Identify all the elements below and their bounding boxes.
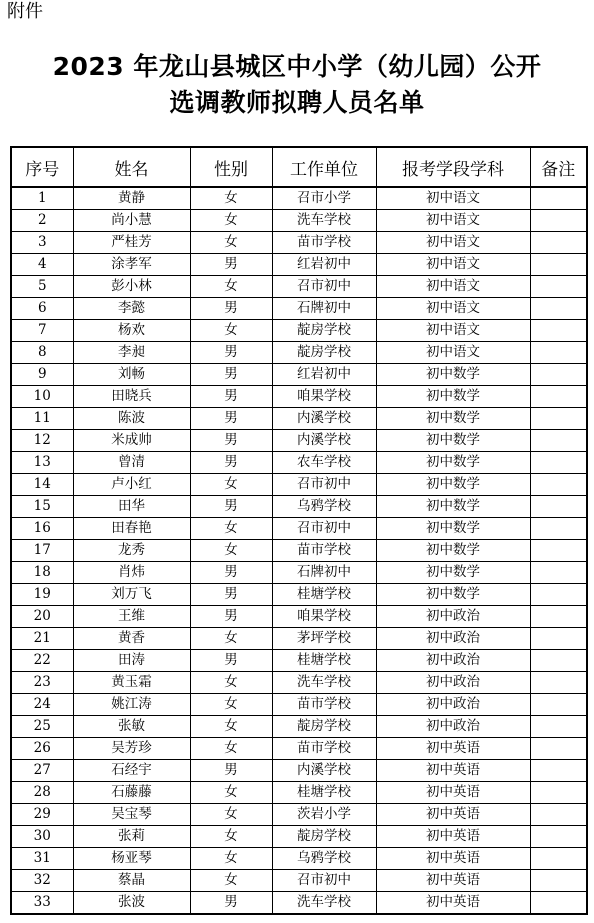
cell-serial: 24 <box>11 694 73 716</box>
table-row <box>11 496 587 518</box>
header-name: 姓名 <box>73 147 190 187</box>
cell-serial: 20 <box>11 606 73 628</box>
cell-work-unit: 乌鸦学校 <box>272 496 376 518</box>
cell-name: 杨亚琴 <box>73 848 190 870</box>
cell-name: 尚小慧 <box>73 210 190 232</box>
cell-gender: 女 <box>190 804 272 826</box>
cell-work-unit: 召市初中 <box>272 518 376 540</box>
cell-subject: 初中语文 <box>376 254 530 276</box>
table-row <box>11 276 587 298</box>
cell-work-unit: 桂塘学校 <box>272 584 376 606</box>
cell-work-unit: 桂塘学校 <box>272 782 376 804</box>
cell-remarks <box>530 298 587 320</box>
cell-work-unit: 乌鸦学校 <box>272 848 376 870</box>
cell-name: 曾清 <box>73 452 190 474</box>
cell-gender: 男 <box>190 892 272 915</box>
cell-serial: 23 <box>11 672 73 694</box>
cell-subject: 初中语文 <box>376 276 530 298</box>
cell-serial: 29 <box>11 804 73 826</box>
cell-serial: 2 <box>11 210 73 232</box>
cell-gender: 男 <box>190 342 272 364</box>
cell-remarks <box>530 364 587 386</box>
cell-remarks <box>530 892 587 915</box>
cell-work-unit: 苗市学校 <box>272 738 376 760</box>
cell-gender: 女 <box>190 826 272 848</box>
document-title-line-1: 2023 年龙山县城区中小学（幼儿园）公开 <box>52 52 542 81</box>
cell-subject: 初中数学 <box>376 364 530 386</box>
cell-serial: 8 <box>11 342 73 364</box>
header-subject: 报考学段学科 <box>376 147 530 187</box>
header-serial: 序号 <box>11 147 73 187</box>
cell-name: 卢小红 <box>73 474 190 496</box>
header-remarks: 备注 <box>530 147 587 187</box>
cell-subject: 初中英语 <box>376 760 530 782</box>
cell-work-unit: 靛房学校 <box>272 716 376 738</box>
cell-name: 黄玉霜 <box>73 672 190 694</box>
cell-name: 姚江涛 <box>73 694 190 716</box>
cell-name: 黄香 <box>73 628 190 650</box>
cell-name: 吴芳珍 <box>73 738 190 760</box>
cell-subject: 初中语文 <box>376 187 530 210</box>
table-row <box>11 364 587 386</box>
cell-work-unit: 红岩初中 <box>272 254 376 276</box>
cell-name: 田春艳 <box>73 518 190 540</box>
cell-gender: 女 <box>190 276 272 298</box>
cell-gender: 男 <box>190 430 272 452</box>
cell-remarks <box>530 430 587 452</box>
table-row <box>11 386 587 408</box>
table-row <box>11 738 587 760</box>
cell-serial: 7 <box>11 320 73 342</box>
cell-work-unit: 茨岩小学 <box>272 804 376 826</box>
cell-serial: 5 <box>11 276 73 298</box>
cell-gender: 女 <box>190 848 272 870</box>
cell-name: 田晓兵 <box>73 386 190 408</box>
table-header-row <box>11 147 587 187</box>
cell-name: 王维 <box>73 606 190 628</box>
cell-subject: 初中英语 <box>376 892 530 915</box>
attachment-label: 附件 <box>7 1 43 22</box>
cell-work-unit: 内溪学校 <box>272 430 376 452</box>
cell-gender: 女 <box>190 210 272 232</box>
cell-name: 田华 <box>73 496 190 518</box>
cell-gender: 男 <box>190 650 272 672</box>
cell-name: 龙秀 <box>73 540 190 562</box>
cell-name: 张敏 <box>73 716 190 738</box>
cell-remarks <box>530 738 587 760</box>
cell-serial: 33 <box>11 892 73 915</box>
cell-work-unit: 召市初中 <box>272 474 376 496</box>
table-row <box>11 452 587 474</box>
cell-name: 涂孝军 <box>73 254 190 276</box>
cell-remarks <box>530 826 587 848</box>
cell-remarks <box>530 342 587 364</box>
cell-remarks <box>530 650 587 672</box>
cell-serial: 32 <box>11 870 73 892</box>
cell-subject: 初中英语 <box>376 826 530 848</box>
cell-work-unit: 咱果学校 <box>272 606 376 628</box>
cell-name: 严桂芳 <box>73 232 190 254</box>
cell-gender: 男 <box>190 254 272 276</box>
table-row <box>11 892 587 915</box>
cell-subject: 初中英语 <box>376 782 530 804</box>
cell-serial: 19 <box>11 584 73 606</box>
cell-remarks <box>530 760 587 782</box>
table-row <box>11 320 587 342</box>
cell-subject: 初中政治 <box>376 606 530 628</box>
cell-gender: 男 <box>190 584 272 606</box>
cell-remarks <box>530 210 587 232</box>
cell-gender: 女 <box>190 187 272 210</box>
cell-remarks <box>530 320 587 342</box>
cell-gender: 男 <box>190 408 272 430</box>
cell-serial: 26 <box>11 738 73 760</box>
table-row <box>11 584 587 606</box>
table-row <box>11 650 587 672</box>
cell-subject: 初中数学 <box>376 518 530 540</box>
cell-subject: 初中语文 <box>376 320 530 342</box>
cell-remarks <box>530 518 587 540</box>
cell-work-unit: 靛房学校 <box>272 826 376 848</box>
cell-name: 田涛 <box>73 650 190 672</box>
table-row <box>11 628 587 650</box>
table-row <box>11 408 587 430</box>
cell-subject: 初中英语 <box>376 738 530 760</box>
cell-subject: 初中数学 <box>376 430 530 452</box>
cell-name: 刘畅 <box>73 364 190 386</box>
cell-work-unit: 召市初中 <box>272 870 376 892</box>
cell-subject: 初中数学 <box>376 408 530 430</box>
cell-gender: 女 <box>190 738 272 760</box>
table-row <box>11 518 587 540</box>
cell-work-unit: 内溪学校 <box>272 760 376 782</box>
cell-serial: 4 <box>11 254 73 276</box>
cell-gender: 女 <box>190 518 272 540</box>
cell-serial: 27 <box>11 760 73 782</box>
cell-gender: 女 <box>190 474 272 496</box>
cell-subject: 初中英语 <box>376 848 530 870</box>
cell-serial: 6 <box>11 298 73 320</box>
cell-remarks <box>530 408 587 430</box>
cell-remarks <box>530 474 587 496</box>
cell-serial: 9 <box>11 364 73 386</box>
cell-serial: 15 <box>11 496 73 518</box>
cell-remarks <box>530 628 587 650</box>
cell-gender: 男 <box>190 386 272 408</box>
cell-name: 肖炜 <box>73 562 190 584</box>
cell-gender: 女 <box>190 716 272 738</box>
cell-gender: 男 <box>190 606 272 628</box>
cell-subject: 初中英语 <box>376 804 530 826</box>
cell-subject: 初中英语 <box>376 870 530 892</box>
cell-work-unit: 石牌初中 <box>272 298 376 320</box>
cell-name: 彭小林 <box>73 276 190 298</box>
cell-remarks <box>530 232 587 254</box>
cell-work-unit: 洗车学校 <box>272 210 376 232</box>
table-row <box>11 540 587 562</box>
table-row <box>11 826 587 848</box>
cell-serial: 22 <box>11 650 73 672</box>
cell-remarks <box>530 386 587 408</box>
cell-work-unit: 苗市学校 <box>272 540 376 562</box>
document-title-line-2: 选调教师拟聘人员名单 <box>169 88 425 117</box>
table-row <box>11 187 587 210</box>
table-row <box>11 694 587 716</box>
table-row <box>11 716 587 738</box>
cell-work-unit: 苗市学校 <box>272 694 376 716</box>
cell-gender: 男 <box>190 298 272 320</box>
table-row <box>11 474 587 496</box>
cell-work-unit: 苗市学校 <box>272 232 376 254</box>
cell-remarks <box>530 496 587 518</box>
cell-subject: 初中政治 <box>376 650 530 672</box>
cell-subject: 初中语文 <box>376 210 530 232</box>
cell-remarks <box>530 584 587 606</box>
cell-gender: 男 <box>190 452 272 474</box>
table-row <box>11 254 587 276</box>
cell-serial: 28 <box>11 782 73 804</box>
cell-gender: 女 <box>190 870 272 892</box>
cell-work-unit: 农车学校 <box>272 452 376 474</box>
cell-remarks <box>530 562 587 584</box>
cell-serial: 21 <box>11 628 73 650</box>
cell-remarks <box>530 254 587 276</box>
cell-work-unit: 桂塘学校 <box>272 650 376 672</box>
table-row <box>11 782 587 804</box>
table-row <box>11 562 587 584</box>
cell-remarks <box>530 276 587 298</box>
cell-name: 蔡晶 <box>73 870 190 892</box>
cell-subject: 初中数学 <box>376 386 530 408</box>
cell-name: 李懿 <box>73 298 190 320</box>
table-row <box>11 606 587 628</box>
table-row <box>11 672 587 694</box>
cell-serial: 12 <box>11 430 73 452</box>
cell-serial: 31 <box>11 848 73 870</box>
table-row <box>11 848 587 870</box>
cell-remarks <box>530 782 587 804</box>
cell-work-unit: 红岩初中 <box>272 364 376 386</box>
cell-serial: 16 <box>11 518 73 540</box>
cell-remarks <box>530 870 587 892</box>
cell-name: 米成帅 <box>73 430 190 452</box>
cell-remarks <box>530 804 587 826</box>
cell-serial: 10 <box>11 386 73 408</box>
cell-serial: 13 <box>11 452 73 474</box>
cell-remarks <box>530 716 587 738</box>
table-row <box>11 870 587 892</box>
cell-serial: 3 <box>11 232 73 254</box>
cell-subject: 初中政治 <box>376 628 530 650</box>
cell-work-unit: 靛房学校 <box>272 320 376 342</box>
cell-gender: 男 <box>190 496 272 518</box>
roster-table <box>10 146 588 915</box>
cell-serial: 25 <box>11 716 73 738</box>
cell-remarks <box>530 452 587 474</box>
cell-subject: 初中数学 <box>376 474 530 496</box>
cell-work-unit: 洗车学校 <box>272 892 376 915</box>
cell-subject: 初中语文 <box>376 232 530 254</box>
cell-gender: 女 <box>190 628 272 650</box>
cell-work-unit: 召市初中 <box>272 276 376 298</box>
cell-gender: 男 <box>190 364 272 386</box>
cell-serial: 14 <box>11 474 73 496</box>
cell-subject: 初中数学 <box>376 584 530 606</box>
cell-gender: 男 <box>190 562 272 584</box>
cell-gender: 女 <box>190 232 272 254</box>
cell-work-unit: 内溪学校 <box>272 408 376 430</box>
cell-remarks <box>530 848 587 870</box>
cell-serial: 18 <box>11 562 73 584</box>
cell-gender: 女 <box>190 782 272 804</box>
cell-name: 张波 <box>73 892 190 915</box>
cell-remarks <box>530 694 587 716</box>
cell-serial: 17 <box>11 540 73 562</box>
cell-subject: 初中政治 <box>376 672 530 694</box>
cell-serial: 1 <box>11 187 73 210</box>
cell-work-unit: 茅坪学校 <box>272 628 376 650</box>
cell-name: 张莉 <box>73 826 190 848</box>
cell-name: 李昶 <box>73 342 190 364</box>
cell-name: 石经宇 <box>73 760 190 782</box>
cell-work-unit: 靛房学校 <box>272 342 376 364</box>
table-row <box>11 298 587 320</box>
cell-subject: 初中政治 <box>376 694 530 716</box>
table-row <box>11 232 587 254</box>
cell-work-unit: 召市小学 <box>272 187 376 210</box>
cell-serial: 11 <box>11 408 73 430</box>
table-body <box>11 187 587 914</box>
cell-name: 陈波 <box>73 408 190 430</box>
cell-name: 刘万飞 <box>73 584 190 606</box>
cell-serial: 30 <box>11 826 73 848</box>
cell-gender: 男 <box>190 760 272 782</box>
cell-gender: 女 <box>190 694 272 716</box>
cell-subject: 初中政治 <box>376 716 530 738</box>
cell-name: 杨欢 <box>73 320 190 342</box>
cell-gender: 女 <box>190 672 272 694</box>
header-gender: 性别 <box>190 147 272 187</box>
cell-name: 黄静 <box>73 187 190 210</box>
cell-gender: 女 <box>190 320 272 342</box>
table-row <box>11 210 587 232</box>
table-row <box>11 430 587 452</box>
cell-remarks <box>530 187 587 210</box>
cell-remarks <box>530 606 587 628</box>
cell-subject: 初中语文 <box>376 298 530 320</box>
table-row <box>11 342 587 364</box>
cell-subject: 初中数学 <box>376 452 530 474</box>
cell-gender: 女 <box>190 540 272 562</box>
cell-subject: 初中数学 <box>376 562 530 584</box>
cell-subject: 初中数学 <box>376 540 530 562</box>
cell-subject: 初中语文 <box>376 342 530 364</box>
header-work-unit: 工作单位 <box>272 147 376 187</box>
cell-work-unit: 咱果学校 <box>272 386 376 408</box>
cell-name: 石藤藤 <box>73 782 190 804</box>
cell-subject: 初中数学 <box>376 496 530 518</box>
cell-name: 吴宝琴 <box>73 804 190 826</box>
cell-work-unit: 石牌初中 <box>272 562 376 584</box>
table-row <box>11 760 587 782</box>
cell-remarks <box>530 672 587 694</box>
cell-work-unit: 洗车学校 <box>272 672 376 694</box>
cell-remarks <box>530 540 587 562</box>
table-row <box>11 804 587 826</box>
